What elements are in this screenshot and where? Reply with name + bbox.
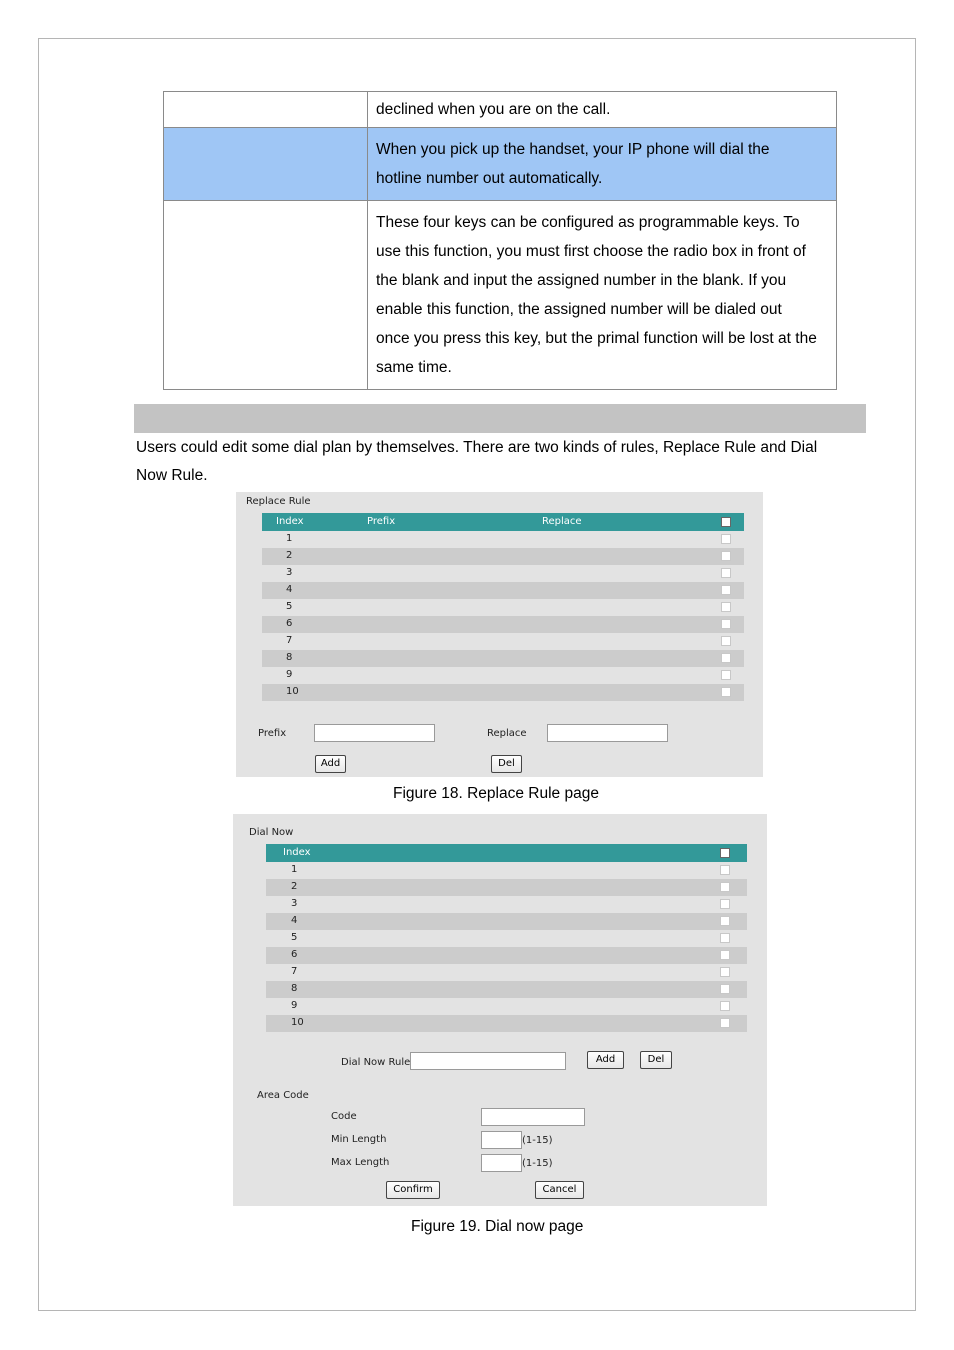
del-button[interactable]: Del bbox=[640, 1051, 672, 1069]
row-checkbox[interactable] bbox=[720, 967, 730, 977]
panel-title: Dial Now bbox=[249, 827, 294, 838]
code-label: Code bbox=[331, 1111, 357, 1122]
table-row bbox=[262, 565, 744, 582]
dial-now-rule-label: Dial Now Rule bbox=[341, 1057, 411, 1068]
replace-rule-panel bbox=[236, 492, 763, 777]
row-checkbox[interactable] bbox=[720, 1018, 730, 1028]
table-row bbox=[262, 582, 744, 599]
figure-19-caption: Figure 19. Dial now page bbox=[411, 1218, 584, 1235]
row-index: 4 bbox=[291, 915, 298, 926]
row-index: 10 bbox=[291, 1017, 304, 1028]
panel-title: Replace Rule bbox=[246, 496, 311, 507]
grid-header bbox=[266, 844, 747, 862]
replace-rule-grid bbox=[262, 513, 744, 701]
table-row bbox=[266, 930, 747, 947]
table-row bbox=[266, 896, 747, 913]
table-row bbox=[266, 879, 747, 896]
row-checkbox[interactable] bbox=[720, 984, 730, 994]
description-text: These four keys can be configured as programmable keys. To bbox=[376, 214, 800, 231]
row-index: 1 bbox=[286, 533, 293, 544]
row-checkbox[interactable] bbox=[720, 899, 730, 909]
row-checkbox[interactable] bbox=[720, 933, 730, 943]
table-row bbox=[266, 1015, 747, 1032]
replace-input[interactable] bbox=[547, 724, 668, 742]
column-replace: Replace bbox=[542, 516, 582, 527]
row-index: 10 bbox=[286, 686, 299, 697]
min-length-label: Min Length bbox=[331, 1134, 387, 1145]
row-index: 3 bbox=[291, 898, 298, 909]
dial-now-panel bbox=[233, 814, 767, 1206]
table-row bbox=[266, 981, 747, 998]
row-checkbox[interactable] bbox=[720, 916, 730, 926]
add-button[interactable]: Add bbox=[587, 1051, 624, 1069]
description-table bbox=[163, 91, 837, 390]
row-index: 9 bbox=[291, 1000, 298, 1011]
description-text: enable this function, the assigned number will be dialed out bbox=[376, 301, 782, 318]
row-index: 7 bbox=[286, 635, 293, 646]
table-row bbox=[164, 201, 837, 390]
row-checkbox[interactable] bbox=[721, 687, 731, 697]
description-text: hotline number out automatically. bbox=[376, 170, 603, 187]
prefix-label: Prefix bbox=[258, 728, 287, 739]
row-checkbox[interactable] bbox=[721, 551, 731, 561]
row-checkbox[interactable] bbox=[721, 602, 731, 612]
dial-now-grid bbox=[266, 844, 747, 1032]
table-row bbox=[262, 684, 744, 701]
row-index: 8 bbox=[286, 652, 293, 663]
row-index: 4 bbox=[286, 584, 293, 595]
row-checkbox[interactable] bbox=[720, 865, 730, 875]
del-button[interactable]: Del bbox=[491, 755, 522, 773]
table-row bbox=[266, 947, 747, 964]
row-checkbox[interactable] bbox=[720, 882, 730, 892]
intro-paragraph: Users could edit some dial plan by themselves. There are two kinds of rules, Replace Rule and Dial Now Rule. bbox=[136, 439, 818, 484]
table-row bbox=[262, 531, 744, 548]
description-text: once you press this key, but the primal function will be lost at the bbox=[376, 330, 817, 347]
min-length-input[interactable] bbox=[481, 1131, 522, 1149]
row-index: 3 bbox=[286, 567, 293, 578]
row-checkbox[interactable] bbox=[720, 950, 730, 960]
row-checkbox[interactable] bbox=[721, 585, 731, 595]
table-row bbox=[262, 650, 744, 667]
row-index: 9 bbox=[286, 669, 293, 680]
prefix-input[interactable] bbox=[314, 724, 435, 742]
description-text: the blank and input the assigned number in the blank. If you bbox=[376, 272, 787, 289]
row-index: 5 bbox=[286, 601, 293, 612]
table-row bbox=[266, 998, 747, 1015]
row-index: 8 bbox=[291, 983, 298, 994]
description-text: same time. bbox=[376, 359, 452, 376]
column-index: Index bbox=[283, 847, 311, 858]
description-text: When you pick up the handset, your IP phone will dial the bbox=[376, 141, 770, 158]
table-row bbox=[262, 599, 744, 616]
area-code-title: Area Code bbox=[257, 1090, 309, 1101]
max-length-range-hint: (1-15) bbox=[522, 1158, 553, 1169]
row-checkbox[interactable] bbox=[721, 619, 731, 629]
code-input[interactable] bbox=[481, 1108, 585, 1126]
cancel-button[interactable]: Cancel bbox=[535, 1181, 584, 1199]
table-row bbox=[262, 616, 744, 633]
description-text: declined when you are on the call. bbox=[376, 101, 611, 118]
section-heading-bar bbox=[134, 404, 866, 433]
row-checkbox[interactable] bbox=[721, 670, 731, 680]
min-length-range-hint: (1-15) bbox=[522, 1135, 553, 1146]
table-row bbox=[164, 128, 837, 201]
column-index: Index bbox=[276, 516, 304, 527]
row-checkbox[interactable] bbox=[721, 653, 731, 663]
table-row bbox=[262, 667, 744, 684]
table-row bbox=[266, 964, 747, 981]
confirm-button[interactable]: Confirm bbox=[386, 1181, 440, 1199]
row-index: 5 bbox=[291, 932, 298, 943]
replace-label: Replace bbox=[487, 728, 527, 739]
row-index: 2 bbox=[291, 881, 298, 892]
row-checkbox[interactable] bbox=[721, 534, 731, 544]
table-row bbox=[164, 92, 837, 128]
table-row bbox=[266, 862, 747, 879]
max-length-label: Max Length bbox=[331, 1157, 390, 1168]
table-row bbox=[266, 913, 747, 930]
add-button[interactable]: Add bbox=[315, 755, 346, 773]
row-checkbox[interactable] bbox=[721, 636, 731, 646]
row-index: 2 bbox=[286, 550, 293, 561]
dial-now-rule-input[interactable] bbox=[410, 1052, 566, 1070]
row-index: 7 bbox=[291, 966, 298, 977]
row-index: 6 bbox=[286, 618, 293, 629]
figure-18-caption: Figure 18. Replace Rule page bbox=[393, 785, 599, 802]
column-prefix: Prefix bbox=[367, 516, 396, 527]
row-checkbox[interactable] bbox=[721, 568, 731, 578]
description-text: use this function, you must first choose the radio box in front of bbox=[376, 243, 806, 260]
table-row bbox=[262, 633, 744, 650]
table-row bbox=[262, 548, 744, 565]
grid-header bbox=[262, 513, 744, 531]
max-length-input[interactable] bbox=[481, 1154, 522, 1172]
row-index: 6 bbox=[291, 949, 298, 960]
select-all-checkbox[interactable] bbox=[721, 517, 731, 527]
select-all-checkbox[interactable] bbox=[720, 848, 730, 858]
row-index: 1 bbox=[291, 864, 298, 875]
row-checkbox[interactable] bbox=[720, 1001, 730, 1011]
